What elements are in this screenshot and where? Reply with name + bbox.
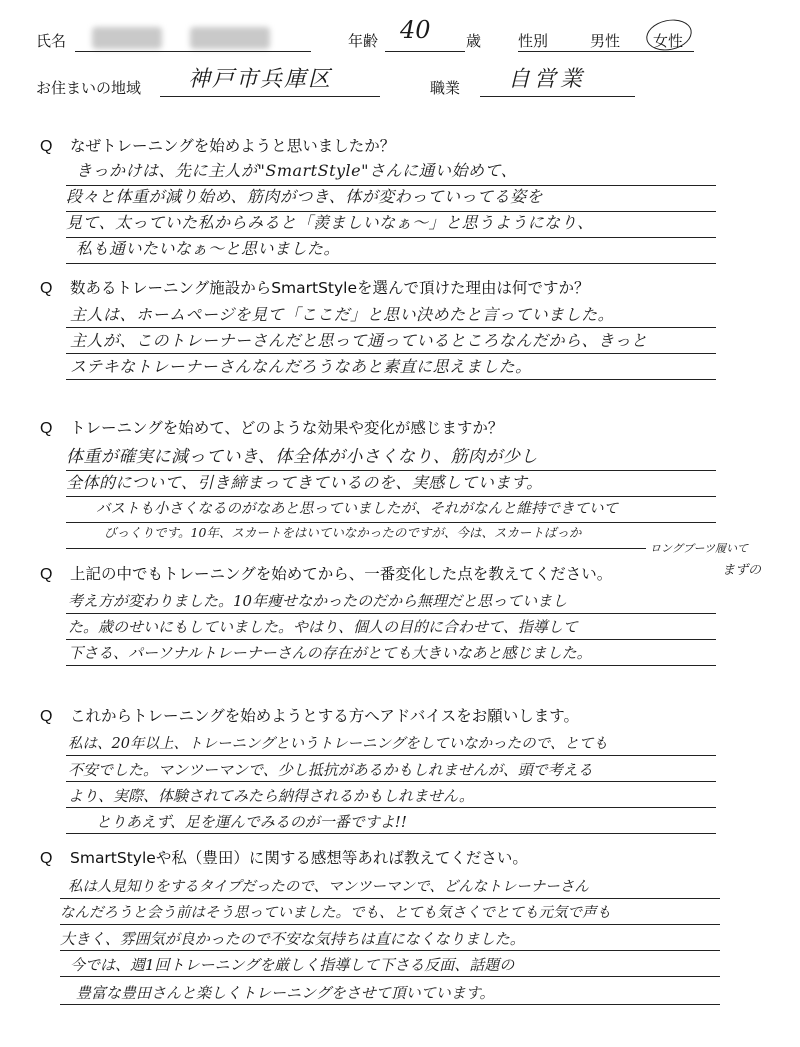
answer-6-line-2: なんだろうと会う前はそう思っていました。でも、とても気さくでとても元気で声も (60, 905, 611, 921)
answer-rule (66, 833, 716, 834)
answer-rule (66, 327, 716, 328)
question-5 (40, 704, 579, 726)
answer-rule (66, 639, 716, 640)
answer-4-line-1: 考え方が変わりました。10年痩せなかったのだから無理だと思っていまし (68, 592, 568, 610)
question-4-handwritten-tail: まずの (722, 563, 762, 578)
answer-rule (66, 470, 716, 471)
area-value: 神戸市兵庫区 (188, 67, 333, 92)
gender-selection-circle (643, 16, 694, 55)
answer-5-line-4: とりあえず、足を運んでみるのが一番ですよ!! (96, 813, 407, 831)
age-unit: 歳 (466, 32, 482, 50)
answer-rule (66, 353, 716, 354)
answer-6-line-1: 私は人見知りをするタイプだったので、マンツーマンで、どんなトレーナーさん (68, 879, 589, 895)
age-label: 年齢 (348, 32, 379, 50)
job-label: 職業 (430, 79, 461, 97)
answer-rule (60, 924, 720, 925)
answer-6-line-5: 豊富な豊田さんと楽しくトレーニングをさせて頂いています。 (76, 984, 495, 1002)
answer-rule (66, 211, 716, 212)
job-value: 自営業 (508, 67, 587, 92)
answer-6-line-3: 大きく、雰囲気が良かったので不安な気持ちは直になくなりました。 (60, 930, 525, 948)
area-underline (160, 96, 380, 97)
question-text: 数あるトレーニング施設からSmartStyleを選んで頂けた理由は何ですか？ (70, 279, 590, 297)
question-6 (40, 846, 528, 868)
question-text: SmartStyleや私（豊田）に関する感想等あれば教えてください。 (70, 849, 528, 867)
answer-rule (66, 807, 716, 808)
question-1 (40, 134, 395, 156)
gender-underline (518, 51, 694, 52)
answer-rule (66, 185, 716, 186)
answer-3-line-1: 体重が確実に減っていき、体全体が小さくなり、筋肉が少し (66, 447, 538, 467)
age-value: 40 (400, 16, 431, 44)
question-text: なぜトレーニングを始めようと思いましたか？ (70, 137, 396, 155)
answer-3-line-5: ロングブーツ履いて (650, 542, 749, 555)
redacted-name-given (190, 27, 270, 49)
answer-3-line-4: びっくりです。10年、スカートをはいていなかったのですが、今は、スカートばっか (104, 525, 582, 540)
answer-4-line-2: た。歳のせいにもしていました。やはり、個人の目的に合わせて、指導して (68, 618, 578, 636)
answer-rule (66, 379, 716, 380)
answer-rule (66, 548, 646, 549)
answer-5-line-3: より、実際、体験されてみたら納得されるかもしれません。 (68, 787, 474, 805)
question-4 (40, 562, 612, 584)
redacted-name-surname (92, 27, 162, 49)
answer-rule (60, 898, 720, 899)
gender-label: 性別 (518, 32, 549, 50)
answer-2-line-3: ステキなトレーナーさんなんだろうなあと素直に思えました。 (70, 357, 532, 376)
answer-6-line-4: 今では、週1回トレーニングを厳しく指導して下さる反面、話題の (70, 956, 515, 974)
question-text: トレーニングを始めて、どのような効果や変化が感じますか？ (70, 419, 504, 437)
name-label: 氏名 (36, 32, 67, 50)
question-text: これからトレーニングを始めようとする方へアドバイスをお願いします。 (70, 707, 580, 725)
question-marker: Q (40, 138, 53, 155)
answer-rule (66, 755, 716, 756)
answer-rule (66, 613, 716, 614)
question-3 (40, 416, 503, 438)
answer-rule (66, 522, 716, 523)
question-marker: Q (40, 850, 53, 867)
gender-male: 男性 (590, 32, 621, 50)
answer-1-line-3: 見て、太っていた私からみると「羨ましいなぁ〜」と思うようになり、 (66, 213, 594, 232)
answer-rule (66, 781, 716, 782)
name-underline (75, 51, 311, 52)
age-underline (385, 51, 465, 52)
answer-rule (66, 665, 716, 666)
question-marker: Q (40, 708, 53, 725)
job-underline (480, 96, 635, 97)
answer-2-line-2: 主人が、このトレーナーさんだと思って通っているところなんだから、きっと (70, 331, 648, 350)
question-text: 上記の中でもトレーニングを始めてから、一番変化した点を教えてください。 (70, 565, 613, 583)
question-2 (40, 276, 590, 298)
answer-rule (60, 1004, 720, 1005)
answer-rule (60, 950, 720, 951)
answer-1-line-4: 私も通いたいなぁ〜と思いました。 (76, 239, 341, 258)
question-marker: Q (40, 420, 53, 437)
answer-1-line-1: きっかけは、先に主人が"SmartStyle"さんに通い始めて、 (76, 161, 518, 180)
answer-4-line-3: 下さる、パーソナルトレーナーさんの存在がとても大きいなあと感じました。 (68, 644, 592, 662)
answer-rule (66, 263, 716, 264)
answer-rule (60, 976, 720, 977)
gender-female: 女性 (653, 32, 684, 50)
question-marker: Q (40, 280, 53, 297)
answer-rule (66, 496, 716, 497)
answer-rule (66, 237, 716, 238)
area-label: お住まいの地域 (36, 79, 142, 97)
answer-1-line-2: 段々と体重が減り始め、筋肉がつき、体が変わっていってる姿を (66, 187, 544, 206)
answer-5-line-2: 不安でした。マンツーマンで、少し抵抗があるかもしれませんが、頭で考える (68, 761, 593, 779)
answer-2-line-1: 主人は、ホームページを見て「ここだ」と思い決めたと言っていました。 (70, 305, 615, 324)
answer-3-line-2: 全体的について、引き締まってきているのを、実感しています。 (66, 473, 543, 492)
answer-3-line-3: バストも小さくなるのがなあと思っていましたが、それがなんと維持できていて (96, 501, 618, 517)
answer-5-line-1: 私は、20年以上、トレーニングというトレーニングをしていなかったので、とても (68, 736, 608, 752)
question-marker: Q (40, 566, 53, 583)
